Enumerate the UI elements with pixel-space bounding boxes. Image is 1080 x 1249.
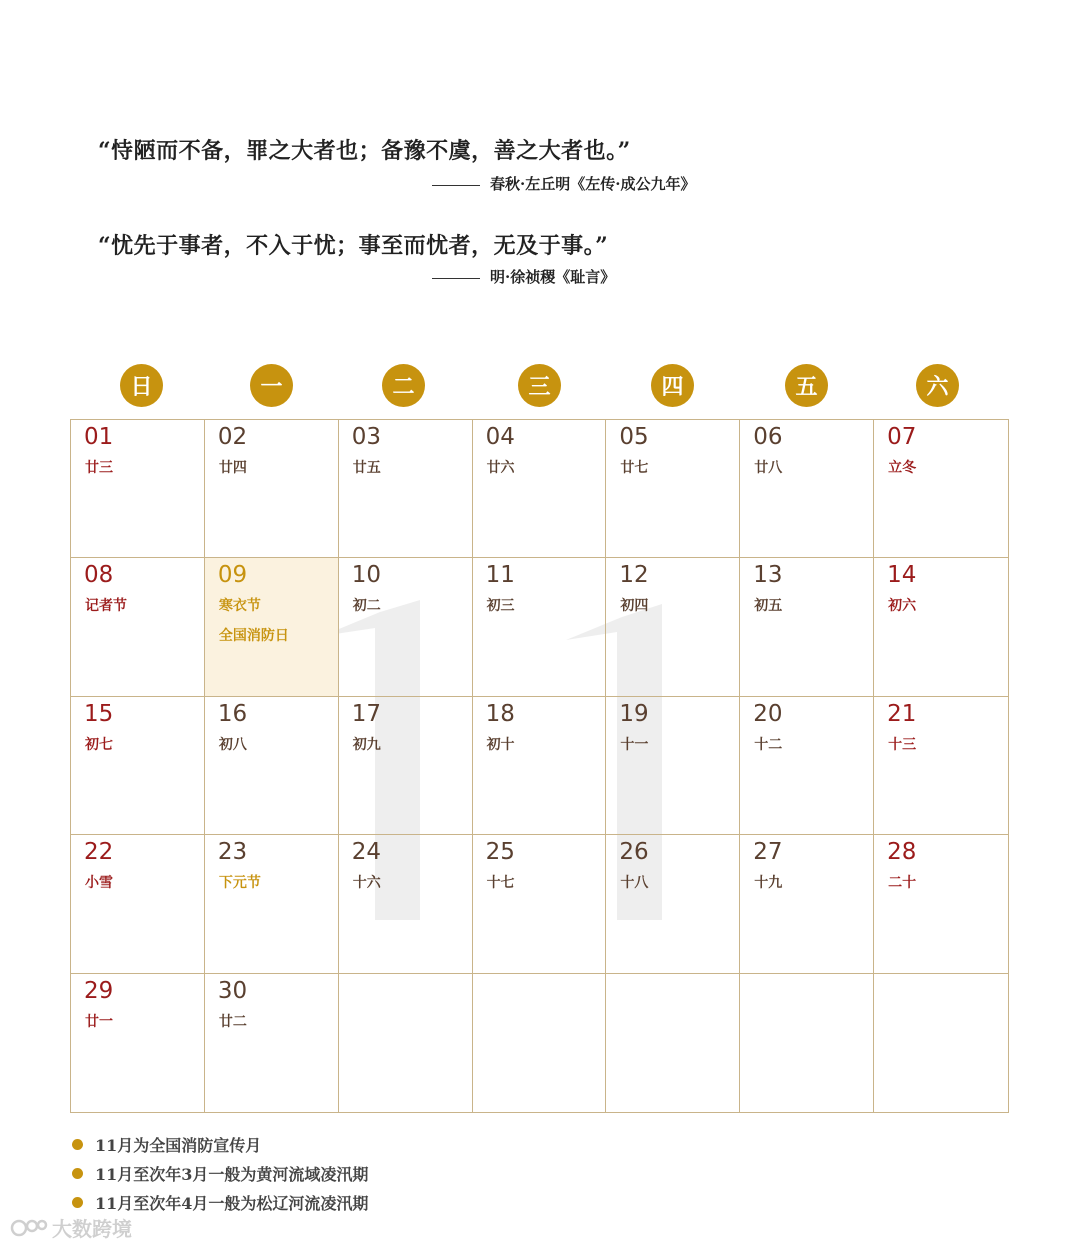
weekday-wed: 三: [518, 364, 561, 407]
lunar-date: 寒衣节: [218, 598, 261, 615]
day-cell[interactable]: [740, 835, 874, 973]
day-cell[interactable]: [71, 558, 205, 696]
weekday-mon: 一: [250, 364, 293, 407]
lunar-date: 记者节: [85, 598, 127, 615]
lunar-date: 初八: [218, 736, 247, 753]
lunar-date: 十七: [486, 875, 515, 892]
weekday-sat: 六: [916, 364, 959, 407]
day-cell[interactable]: [606, 835, 740, 973]
empty-cell: [606, 974, 740, 1112]
day-number: 16: [217, 700, 248, 727]
lunar-date: 十二: [754, 736, 783, 753]
note-text: 11月为全国消防宣传月: [95, 1136, 262, 1155]
day-number: 23: [217, 839, 248, 866]
lunar-date: 廿五: [352, 460, 381, 476]
empty-cell: [473, 974, 607, 1112]
lunar-date: 初十: [486, 736, 515, 753]
weekday-sun: 日: [120, 364, 163, 407]
lunar-date: 初九: [352, 736, 381, 753]
day-number: 18: [485, 700, 515, 727]
day-number: 21: [887, 700, 917, 727]
day-cell[interactable]: [71, 697, 205, 835]
logo-text: 大数跨境: [52, 1217, 132, 1241]
day-cell[interactable]: [740, 697, 874, 835]
lunar-date: 初六: [888, 598, 917, 615]
lunar-date: 初四: [620, 598, 649, 615]
day-number: 02: [217, 424, 248, 450]
day-cell[interactable]: [205, 835, 339, 973]
holiday-label: 全国消防日: [218, 628, 289, 645]
day-cell[interactable]: [606, 420, 740, 558]
day-number: 26: [619, 839, 649, 866]
lunar-date: 廿八: [754, 460, 783, 476]
day-number: 24: [351, 839, 381, 866]
day-cell[interactable]: [339, 558, 473, 696]
day-number: 29: [84, 977, 114, 1004]
lunar-date: 下元节: [218, 875, 261, 892]
day-cell[interactable]: [71, 835, 205, 973]
lunar-date: 廿六: [486, 460, 515, 476]
day-cell[interactable]: [740, 558, 874, 696]
empty-cell: [874, 974, 1008, 1112]
weekday-tue: 二: [382, 364, 425, 407]
lunar-date: 初二: [352, 598, 381, 615]
lunar-date: 廿三: [85, 460, 113, 476]
day-number: 03: [351, 424, 381, 450]
lunar-date: 十九: [754, 875, 783, 892]
day-cell[interactable]: [473, 420, 607, 558]
day-cell[interactable]: [205, 420, 339, 558]
day-cell[interactable]: [874, 697, 1008, 835]
lunar-date: 初五: [754, 598, 783, 615]
lunar-date: 廿二: [218, 1013, 247, 1030]
lunar-date: 廿一: [85, 1013, 113, 1030]
empty-cell: [740, 974, 874, 1112]
day-cell[interactable]: [205, 974, 339, 1112]
day-number: 28: [887, 839, 917, 866]
lunar-date: 小雪: [85, 875, 113, 892]
day-cell[interactable]: [874, 558, 1008, 696]
day-cell[interactable]: [339, 835, 473, 973]
day-number: 11: [485, 562, 515, 589]
day-number: 06: [753, 424, 783, 450]
day-cell[interactable]: [606, 697, 740, 835]
empty-cell: [339, 974, 473, 1112]
day-number: 08: [84, 562, 114, 589]
day-cell[interactable]: [71, 420, 205, 558]
quote-2-source-text: 明·徐祯稷《耻言》: [490, 268, 616, 286]
day-number: 30: [217, 977, 248, 1004]
day-cell[interactable]: [473, 558, 607, 696]
quote-1: “恃陋而不备，罪之大者也；备豫不虞，善之大者也。”: [98, 138, 631, 164]
day-number: 01: [84, 424, 114, 450]
day-number: 17: [351, 700, 381, 727]
weekday-fri: 五: [785, 364, 828, 407]
day-number: 05: [619, 424, 649, 450]
quote-1-source-text: 春秋·左丘明《左传·成公九年》: [490, 175, 696, 193]
day-number: 10: [351, 562, 381, 589]
day-number: 19: [619, 700, 649, 727]
lunar-date: 十一: [620, 736, 649, 753]
day-cell[interactable]: [874, 420, 1008, 558]
lunar-date: 二十: [888, 875, 917, 892]
day-cell[interactable]: [473, 835, 607, 973]
lunar-date: 初三: [486, 598, 515, 615]
lunar-date: 十六: [352, 875, 381, 892]
day-number: 12: [619, 562, 649, 589]
day-cell[interactable]: [339, 420, 473, 558]
day-number: 13: [753, 562, 783, 589]
day-cell[interactable]: [473, 697, 607, 835]
day-cell[interactable]: [205, 697, 339, 835]
day-cell-highlighted[interactable]: [205, 558, 339, 696]
day-number: 15: [84, 700, 114, 727]
day-cell[interactable]: [874, 835, 1008, 973]
day-number: 14: [887, 562, 917, 589]
lunar-date: 初七: [85, 736, 113, 753]
day-cell[interactable]: [339, 697, 473, 835]
weekday-thu: 四: [651, 364, 694, 407]
note-text: 11月至次年3月一般为黄河流域凌汛期: [95, 1165, 369, 1184]
day-cell[interactable]: [71, 974, 205, 1112]
day-number: 09: [217, 562, 248, 589]
day-number: 20: [753, 700, 783, 727]
day-number: 07: [887, 424, 917, 450]
day-number: 27: [753, 839, 783, 866]
day-number: 04: [485, 424, 515, 450]
lunar-date: 十八: [620, 875, 649, 892]
day-cell[interactable]: [606, 558, 740, 696]
quote-2: “忧先于事者，不入于忧；事至而忧者，无及于事。”: [98, 233, 609, 259]
lunar-date: 立冬: [888, 460, 917, 476]
day-cell[interactable]: [740, 420, 874, 558]
day-number: 22: [84, 839, 114, 866]
day-number: 25: [485, 839, 515, 866]
lunar-date: 廿七: [620, 460, 649, 476]
note-text: 11月至次年4月一般为松辽河流凌汛期: [95, 1194, 369, 1213]
calendar-grid: [70, 419, 1009, 1113]
lunar-date: 廿四: [218, 460, 247, 476]
lunar-date: 十三: [888, 736, 917, 753]
